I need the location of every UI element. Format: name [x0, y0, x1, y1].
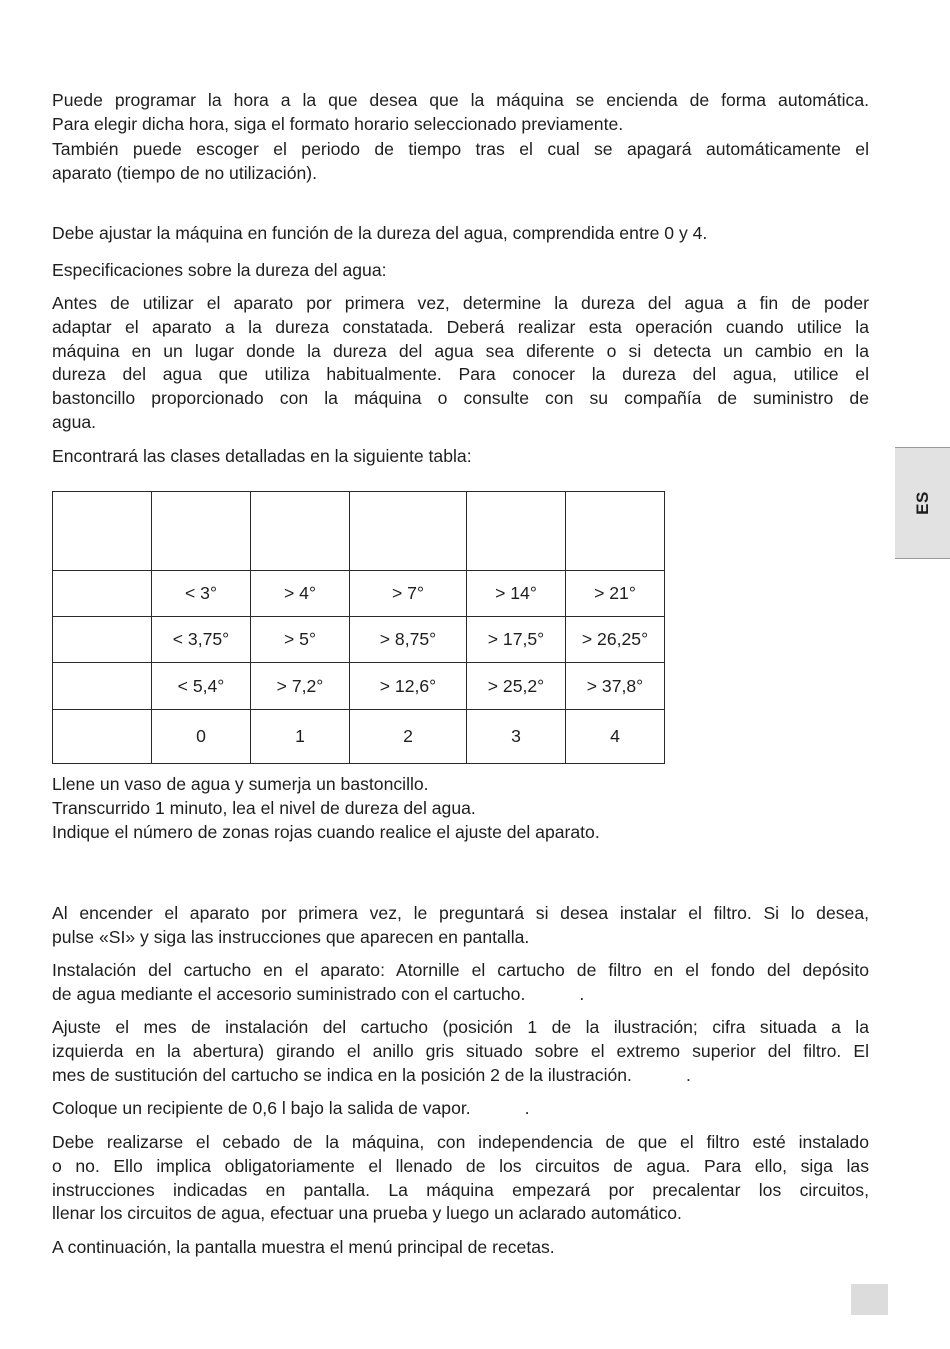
hardness-table	[52, 491, 665, 764]
table-cell: > 14°	[467, 571, 566, 617]
table-cell: 2	[350, 710, 467, 764]
table-cell: < 5,4°	[152, 663, 251, 710]
filter-paragraph-1: Al encender el aparato por primera vez, le preguntará si desea instalar el filtro. Si lo desea, pulse «SI» y siga las instrucciones que aparecen en pantalla.	[52, 903, 869, 947]
table-cell: > 5°	[251, 617, 350, 663]
table-cell: 1	[251, 710, 350, 764]
table-cell: 3	[467, 710, 566, 764]
table-cell	[53, 710, 152, 764]
table-cell: > 37,8°	[566, 663, 665, 710]
table-cell: > 7,2°	[251, 663, 350, 710]
table-cell: 4	[566, 710, 665, 764]
step-3: Indique el número de zonas rojas cuando realice el ajuste del aparato.	[52, 821, 600, 842]
page-number-box	[851, 1284, 888, 1315]
table-row	[53, 617, 665, 663]
table-cell	[53, 663, 152, 710]
hardness-paragraph: Antes de utilizar el aparato por primera vez, determine la dureza del agua a fin de poder adaptar el aparato a la dureza constatada. Deberá realizar esta operación cuando utilice la máquina en un lugar donde la dureza del agua sea diferente o si detecta un cambio en la dureza del agua que utiliza habitualmente. Para conocer la dureza del agua, utilice el bastoncillo proporcionado con la máquina o consulte con su compañía de suministro de agua.	[52, 293, 869, 432]
table-cell: > 8,75°	[350, 617, 467, 663]
table-cell: > 26,25°	[566, 617, 665, 663]
filter-paragraph-2: Instalación del cartucho en el aparato: Atornille el cartucho de filtro en el fondo del depósito de agua mediante el accesorio suministrado con el cartucho. .	[52, 960, 869, 1004]
table-cell	[566, 492, 665, 571]
table-row	[53, 710, 665, 764]
table-cell	[152, 492, 251, 571]
language-tab-label: ES	[912, 491, 932, 515]
table-cell: > 25,2°	[467, 663, 566, 710]
filter-paragraph-4: Coloque un recipiente de 0,6 l bajo la salida de vapor. .	[52, 1098, 530, 1118]
step-1: Llene un vaso de agua y sumerja un bastoncillo.	[52, 774, 429, 794]
table-intro: Encontrará las clases detalladas en la siguiente tabla:	[52, 446, 472, 466]
auto-on-section	[52, 89, 869, 137]
auto-off-line-1: También puede escoger el periodo de tiempo tras el cual se apagará automáticamente el	[52, 139, 869, 159]
table-cell: > 4°	[251, 571, 350, 617]
auto-on-line-2: Para elegir dicha hora, siga el formato horario seleccionado previamente.	[52, 113, 624, 134]
filter-paragraph-3: Ajuste el mes de instalación del cartucho (posición 1 de la ilustración; cifra situada a la izquierda en la abertura) girando el anillo gris situado sobre el extremo superior del filtro. El mes de sustitución del cartucho se indica en la posición 2 de la ilustración. .	[52, 1017, 869, 1085]
table-row	[53, 663, 665, 710]
table-cell	[53, 571, 152, 617]
table-row	[53, 571, 665, 617]
hardness-specs-title: Especificaciones sobre la dureza del agua:	[52, 260, 387, 280]
filter-paragraph-5: Debe realizarse el cebado de la máquina, con independencia de que el filtro esté instalado o no. Ello implica obligatoriamente el llenado de los circuitos de agua. Para ello, siga las instrucciones indicadas en pantalla. La máquina empezará por precalentar los circuitos, llenar los circuitos de agua, efectuar una prueba y luego un aclarado automático.	[52, 1132, 869, 1224]
table-cell: > 12,6°	[350, 663, 467, 710]
auto-off-paragraph	[52, 138, 869, 186]
table-cell	[251, 492, 350, 571]
auto-on-line-1: Puede programar la hora a la que desea que la máquina se encienda de forma automática.	[52, 90, 869, 110]
table-cell: < 3°	[152, 571, 251, 617]
table-cell	[467, 492, 566, 571]
hardness-steps	[52, 773, 869, 844]
table-cell: < 3,75°	[152, 617, 251, 663]
table-cell: > 7°	[350, 571, 467, 617]
table-row	[53, 492, 665, 571]
step-2: Transcurrido 1 minuto, lea el nivel de dureza del agua.	[52, 797, 476, 818]
auto-off-line-2: aparato (tiempo de no utilización).	[52, 162, 318, 183]
table-cell	[350, 492, 467, 571]
table-cell: 0	[152, 710, 251, 764]
language-tab	[895, 447, 950, 559]
table-cell: > 21°	[566, 571, 665, 617]
table-cell	[53, 492, 152, 571]
filter-paragraph-6: A continuación, la pantalla muestra el menú principal de recetas.	[52, 1237, 555, 1257]
table-cell: > 17,5°	[467, 617, 566, 663]
table-cell	[53, 617, 152, 663]
hardness-intro: Debe ajustar la máquina en función de la dureza del agua, comprendida entre 0 y 4.	[52, 223, 708, 243]
